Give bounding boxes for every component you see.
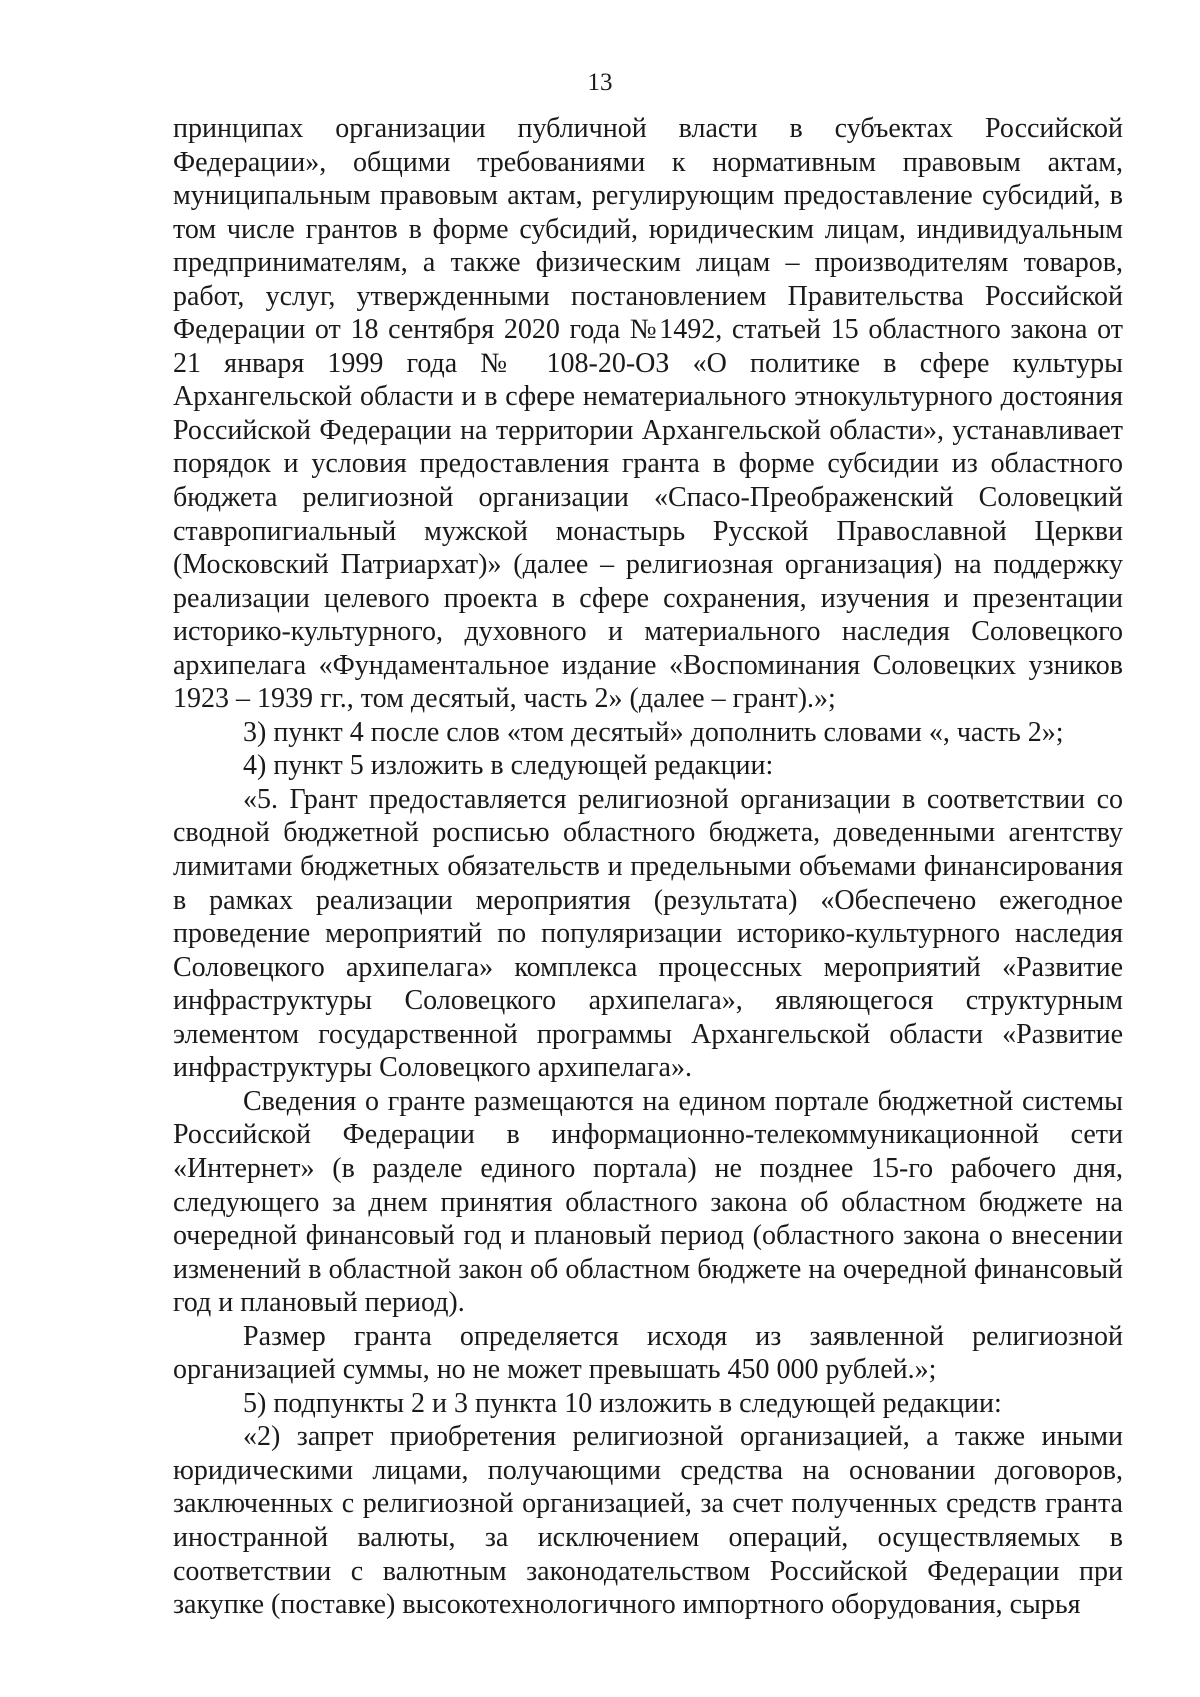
paragraph-item-5: 5) подпункты 2 и 3 пункта 10 изложить в следующей редакции: xyxy=(243,1387,1002,1419)
paragraph-item-4: 4) пункт 5 изложить в следующей редакции: xyxy=(243,750,774,782)
paragraph-continuation: принципах организации публичной власти в субъектах Российской Федерации», общими требованиями к нормативным правовым актам, муниципальным правовым актам, регулирующим предоставление субсидий, в том числе грантов в форме субсидий, юридическим лицам, индивидуальным предпринимателям, а также физическим лицам – производителям товаров, работ, услуг, утвержденными постановлением Правительства Российской Федерации от 18 сентября 2020 года №1492, статьей 15 областного закона от 21 января 1999 года № 108-20-ОЗ «О политике в сфере культуры Архангельской области и в сфере нематериального этнокультурного достояния Российской Федерации на территории Архангельской области», устанавливает порядок и условия предоставления гранта в форме субсидии из областного бюджета религиозной организации «Спасо-Преображенский Соловецкий ставропигиальный мужской монастырь Русской Православной Церкви (Московский Патриархат)» (далее – религиозная организация) на поддержку реализации целевого проекта в сфере сохранения, изучения и презентации историко-культурного, духовного и материального наследия Соловецкого архипелага «Фундаментальное издание «Воспоминания Соловецких узников 1923 – 1939 гг., том десятый, часть 2» (далее – грант).»; xyxy=(173,113,1123,715)
paragraph-subclause-2: «2) запрет приобретения религиозной организацией, а также иными юридическими лицами, получающими средства на основании договоров, заключенных с религиозной организацией, за счет полученных средств гранта иностранной валюты, за исключением операций, осуществляемых в соответствии с валютным законодательством Российской Федерации при закупке (поставке) высокотехнологичного импортного оборудования, сырья xyxy=(173,1421,1123,1621)
paragraph-clause-5: «5. Грант предоставляется религиозной организации в соответствии со сводной бюджетной росписью областного бюджета, доведенными агентству лимитами бюджетных обязательств и предельными объемами финансирования в рамках реализации мероприятия (результата) «Обеспечено ежегодное проведение мероприятий по популяризации историко-культурного наследия Соловецкого архипелага» комплекса процессных мероприятий «Развитие инфраструктуры Соловецкого архипелага», являющегося структурным элементом государственной программы Архангельской области «Развитие инфраструктуры Соловецкого архипелага». xyxy=(173,783,1123,1084)
document-body xyxy=(173,112,1123,1622)
paragraph-grant-info: Сведения о гранте размещаются на едином портале бюджетной системы Российской Федерации в информационно-телекоммуникационной сети «Интернет» (в разделе единого портала) не позднее 15-го рабочего дня, следующего за днем принятия областного закона об областном бюджете на очередной финансовый год и плановый период (областного закона о внесении изменений в областной закон об областном бюджете на очередной финансовый год и плановый период). xyxy=(173,1085,1123,1319)
paragraph-item-3: 3) пункт 4 после слов «том десятый» дополнить словами «, часть 2»; xyxy=(243,716,1064,748)
page-number: 13 xyxy=(587,69,613,96)
paragraph-grant-size: Размер гранта определяется исходя из заявленной религиозной организацией суммы, но не может превышать 450 000 рублей.»; xyxy=(173,1320,1123,1386)
